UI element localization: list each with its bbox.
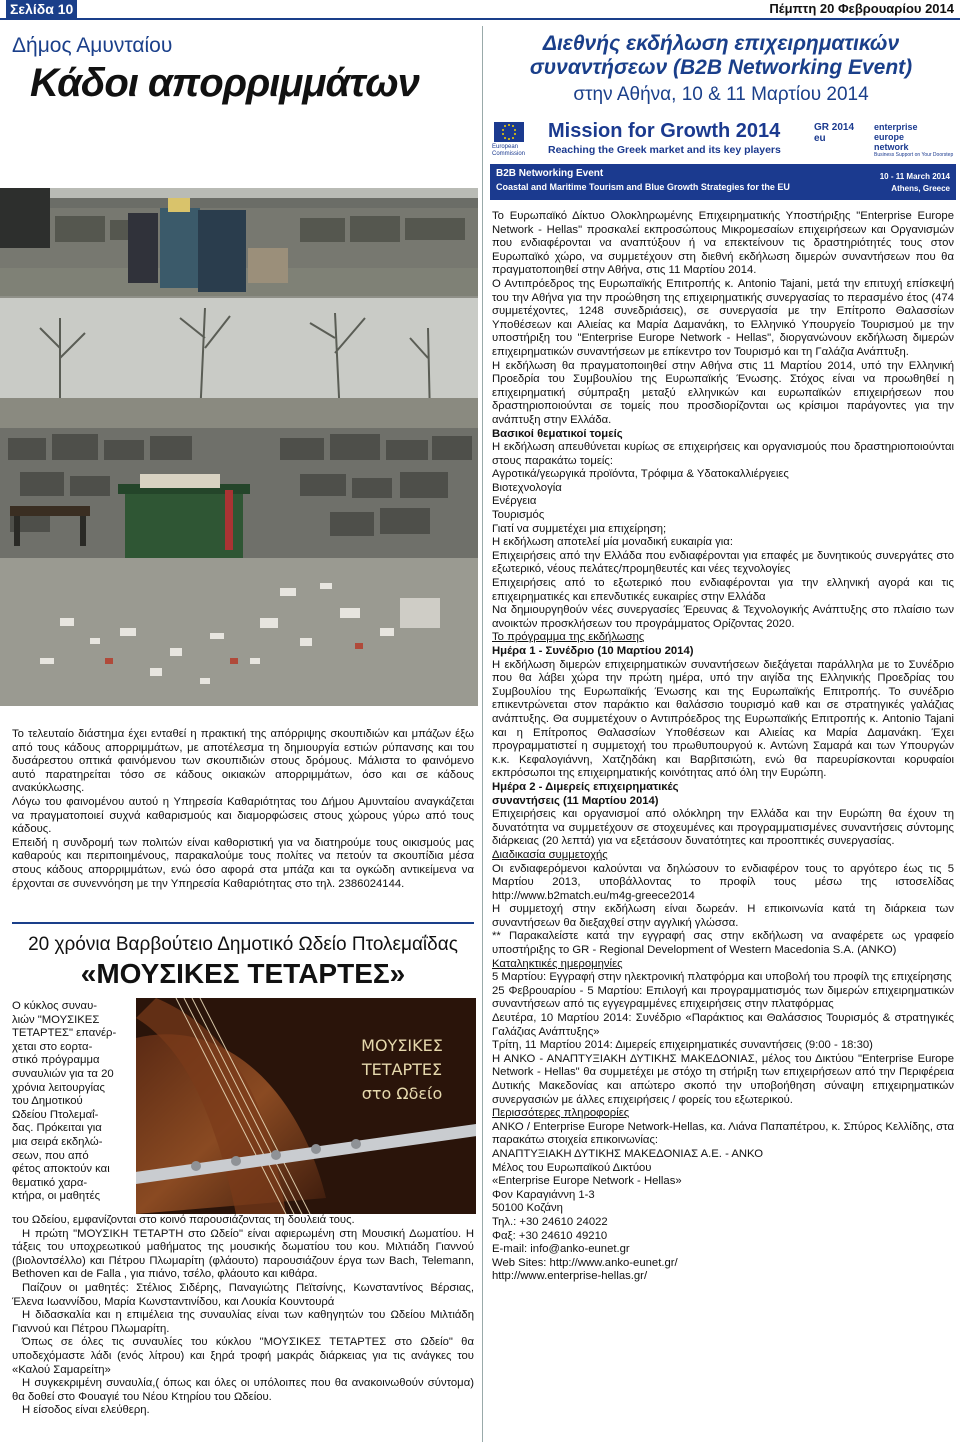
day2-heading-2: συναντήσεις (11 Μαρτίου 2014) (492, 794, 659, 807)
page-number: Σελίδα 10 (6, 0, 77, 18)
music-intro-line: στικό πρόγραμμα (12, 1054, 100, 1067)
left-paragraph-3: Επειδή η συνδρομή των πολιτών είναι καθοριστική για να διατηρούμε τους οικισμούς μας καθαρούς και περιποιημένους, παρακαλούμε τους πολίτες να πετούν τα σκουπίδια μέσα στους κάδους απορριμμάτων, ενώ όσο αφορά στα μπάζα και τα ογκώδη αντικείμενα να έρχονται σε συνεννόηση με την Υπηρεσία Καθαριότητας στο τηλ. 2386024144. (12, 836, 474, 890)
contact-email[interactable]: E-mail: info@anko-eunet.gr (492, 1243, 630, 1256)
music-intro-line: συναυλιών για τα 20 (12, 1067, 114, 1080)
banner-dates: 10 - 11 March 2014 (879, 172, 950, 181)
music-article-body (12, 1214, 474, 1418)
left-kicker: Δήμος Αμυνταίου (12, 34, 173, 57)
contact-line: Φον Καραγιάννη 1-3 (492, 1188, 595, 1201)
b2b-subhead: στην Αθήνα, 10 & 11 Μαρτίου 2014 (573, 84, 869, 105)
music-intro-line: θεματικό χαρα- (12, 1176, 88, 1189)
program-heading: Το πρόγραμμα της εκδήλωσης (492, 631, 645, 644)
benefit-item: Επιχειρήσεις από την Ελλάδα που ενδιαφέρονται για επαφές με δυνητικούς συνεργάτες στο εξωτερικό, νέους πελάτες/προμηθευτές και νέες τεχνολογίες (492, 549, 954, 576)
sectors-heading: Βασικοί θεματικοί τομείς (492, 427, 623, 440)
deadlines-heading: Καταληκτικές ημερομηνίες (492, 957, 623, 970)
contact-line: Φαξ: +30 24610 49210 (492, 1229, 608, 1242)
day2-text: Επιχειρήσεις και οργανισμοί από ολόκληρη την Ελλάδα και την Ευρώπη θα έχουν τη δυνατότητα να συμμετέχουν σε στοχευμένες και προγραμματισμένες συναντήσεις σύντομης διάρκειας (20 λεπτά) για να εξετάσουν δυνατότητες και προοπτικές συνεργασίας. (492, 808, 954, 848)
deadline-item: 25 Φεβρουαρίου - 5 Μαρτίου: Επιλογή και προγραμματισμός των διμερών επιχειρηματικών συναντήσεων από τις εγγεγραμμένες επιχειρήσεις στην πλατφόρμας (492, 984, 954, 1011)
sector-item: Τουρισμός (492, 509, 545, 522)
contact-website[interactable]: http://www.enterprise-hellas.gr/ (492, 1270, 648, 1283)
benefit-item: Επιχειρήσεις από το εξωτερικό που ενδιαφέρονται για την ελληνική αγορά και τις επιχειρηματικές και επενδυτικές ευκαιρίες στην Ελλάδα (492, 577, 954, 603)
poster-line-3: στο Ωδείο (361, 1084, 443, 1103)
poster-text (332, 1034, 472, 1106)
page-header (0, 0, 960, 18)
benefit-item: Να δημιουργηθούν νέες συνεργασίες Έρευνας & Τεχνολογικής Ανάπτυξης στο πλαίσιο των ανοικτών προσκλήσεων του προγράμματος Ορίζοντας 2020. (492, 604, 954, 630)
music-intro-line: μια σειρά εκδηλώ- (12, 1135, 103, 1148)
music-paragraph-5: Όπως σε όλες τις συναυλίες του κύκλου "ΜΟΥΣΙΚΕΣ ΤΕΤΑΡΤΕΣ στο Ωδείο" θα υποδεχόμαστε λάδι (ενός λίτρου) και ξηρά τροφή μακράς διάρκειας για τις ανάγκες του «Καλού Σαμαρείτη» (12, 1336, 474, 1376)
garbage-bins-photo (0, 188, 478, 706)
music-intro-line: φέτος αποκτούν και (12, 1163, 110, 1176)
cello-flute-poster (136, 998, 476, 1214)
mission-for-growth-banner (490, 118, 956, 200)
b2b-place: Η εκδήλωση θα πραγματοποιηθεί στην Αθήνα στις 11 Μαρτίου 2014, υπό την Ελληνική Προεδρία του Συμβουλίου της Ευρωπαϊκής Ένωσης. Στόχος είναι να προωθηθεί η επιχειρηματική σύμπραξη μεταξύ ελληνικών και ευρωπαϊκών επιχειρήσεων που δραστηριοποιούνται σε τομείς που προσδιορίζονται ως κρίσιμοι παράγοντες για την ανάπτυξη στην Ελλάδα. (492, 359, 954, 426)
b2b-article-body (492, 210, 954, 1284)
day1-text: Η εκδήλωση διμερών επιχειρηματικών συναντήσεων διεξάγεται παράλληλα με το Συνέδριο που θα λάβει χώρα την πρώτη ημέρα, υπό την αιγίδα της Ελληνικής Προεδρίας του Συμβουλίου της Ευρωπαϊκής Ένωσης και της Ευρωπαϊκής Επιτροπής. Το συνέδριο επικεντρώνεται στον παράκτιο και θαλάσσιο τουρισμό καθ και σε στρατηγικές γαλάζιας ανάπτυξης. Θα συμμετέχουν ο Αντιπρόεδρος της Ευρωπαϊκής Επιτροπής κ. Antonio Tajani και η Επίτροπος Θαλασσίων Υποθέσεων και Αλιείας κα Μαρία Δαμανάκη. Έχει προγραμματιστεί η συμμετοχή του πρωθυπουργού κ. Αντώνη Σαμαρά και των Υπουργών κ.κ. Κεφαλογιάννη, Χατζηδάκη και Βαρβιτσιώτη, ενώ θα παρευρίσκονται κορυφαίοι εκπρόσωποι της επιχειρηματικής κοινότητας από όλη την Ευρώπη. (492, 658, 954, 780)
contact-line: «Enterprise Europe Network - Hellas» (492, 1175, 682, 1188)
b2b-headline-1: Διεθνής εκδήλωση επιχειρηματικών (542, 32, 900, 55)
left-article-body (12, 728, 474, 891)
b2b-headline-2: συναντήσεων (B2B Networking Event) (529, 56, 913, 79)
music-kicker: 20 χρόνια Βαρβούτειο Δημοτικό Ωδείο Πτολεμαΐδας (28, 934, 458, 955)
een-logo-line-3: network (874, 142, 909, 152)
anko-text: Η ΑΝΚΟ - ΑΝΑΠΤΥΞΙΑΚΗ ΔΥΤΙΚΗΣ ΜΑΚΕΔΟΝΙΑΣ, μέλος του Δικτύου "Enterprise Europe Network - Hellas" θα συμμετέχει με στόχο τη στήριξη των επιχειρήσεων από την Περιφέρεια Δυτικής Μακεδονίας και απώτερο σκοπό την υποβοήθηση σύναψη επιχειρηματικών συνεργασιών με άλλες επιχειρήσεις / φορείς του εξωτερικού. (492, 1052, 954, 1106)
deadline-item: Δευτέρα, 10 Μαρτίου 2014: Συνέδριο «Παράκτιος και Θαλάσσιος Τουρισμός & στρατηγικές Γαλάζιας Ανάπτυξης» (492, 1012, 954, 1038)
music-intro-line: δας. Πρόκειται για (12, 1122, 102, 1135)
gr2014-logo: GR 2014 eu (814, 122, 855, 144)
procedure-text-2: Η συμμετοχή στην εκδήλωση είναι δωρεάν. Η επικοινωνία κατά τη διάρκεια των συναντήσεων θα διεξαχθεί στην αγγλική γλώσσα. (492, 903, 954, 929)
music-paragraph-1: του Ωδείου, εμφανίζονται στο κοινό παρουσιάζοντας τη δουλειά τους. (12, 1214, 355, 1226)
music-intro-line: ΤΕΤΑΡΤΕΣ" επανέρ- (12, 1027, 117, 1040)
day1-heading: Ημέρα 1 - Συνέδριο (10 Μαρτίου 2014) (492, 645, 694, 657)
music-intro-line: χρόνια λειτουργίας (12, 1081, 105, 1094)
deadline-item: Τρίτη, 11 Μαρτίου 2014: Διμερείς επιχειρηματικές συναντήσεις (9:00 - 18:30) (492, 1039, 873, 1052)
procedure-heading: Διαδικασία συμμετοχής (492, 848, 608, 861)
sector-item: Αγροτικά/γεωργικά προϊόντα, Τρόφιμα & Υδατοκαλλιέργειες (492, 468, 789, 481)
music-rule (12, 922, 474, 924)
contact-line: 50100 Κοζάνη (492, 1202, 563, 1215)
poster-line-1: ΜΟΥΣΙΚΕΣ (361, 1036, 443, 1055)
music-intro-line: του Δημοτικού (12, 1095, 83, 1108)
eu-flag-icon (494, 122, 524, 142)
music-paragraph-4: Η διδασκαλία και η επιμέλεια της συναυλίας είναι των καθηγητών του Ωδείου Μιλτιάδη Γιαννού και Πέτρου Πλωμαρίτη. (12, 1309, 474, 1335)
poster-line-2: ΤΕΤΑΡΤΕΣ (361, 1060, 443, 1079)
unique-opportunity: Η εκδήλωση αποτελεί μία μοναδική ευκαιρία για: (492, 536, 733, 549)
left-paragraph-1: Το τελευταίο διάστημα έχει ενταθεί η πρακτική της απόρριψης σκουπιδιών και μπάζων έξω από τους κάδους απορριμμάτων, με αποτέλεσμα τη δημιουργία εστιών ρύπανσης και του δυσάρεστου οπτικά φαινόμενου των σκουπιδιών στους δρόμους. Μάλιστα το φαινόμενο αυτό παρατηρείται τόσο σε κάδους οικιακών απορριμμάτων, όσο και σε κάδους ανακύκλωσης. (12, 728, 474, 795)
banner-main-title: Mission for Growth 2014 (548, 120, 781, 142)
music-intro-line: λιών "ΜΟΥΣΙΚΕΣ (12, 1013, 100, 1026)
contact-line: Μέλος του Ευρωπαϊκού Δικτύου (492, 1161, 652, 1174)
music-intro-line: κτήρα, οι μαθητές (12, 1190, 101, 1203)
sectors-intro: Η εκδήλωση απευθύνεται κυρίως σε επιχειρήσεις και οργανισμούς που δραστηριοποιούνται στους παρακάτω τομείς: (492, 441, 954, 467)
left-paragraph-2: Λόγω του φαινομένου αυτού η Υπηρεσία Καθαριότητας του Δήμου Αμυνταίου αναγκάζεται να πραγματοποιεί συχνά καθαρισμούς και διαμορφώσεις στους χώρους γύρω από τους κάδους. (12, 795, 474, 836)
procedure-text-3: ** Παρακαλείστε κατά την εγγραφή σας στην εκδήλωση να αναφέρετε ως γραφείο υποστήριξης το GR - Regional Development of Western Macedonia S.A. (ΑΝΚΟ) (492, 930, 954, 957)
contact-line: ΑΝΑΠΤΥΞΙΑΚΗ ΔΥΤΙΚΗΣ ΜΑΚΕΔΟΝΙΑΣ Α.Ε. - ΑΝΚΟ (492, 1147, 764, 1160)
column-divider (482, 26, 483, 1442)
contact-website[interactable]: Web Sites: http://www.anko-eunet.gr/ (492, 1256, 678, 1269)
een-logo (874, 122, 954, 158)
sector-item: Βιοτεχνολογία (492, 481, 562, 494)
banner-place: Athens, Greece (891, 184, 950, 193)
b2b-tajani: Ο Αντιπρόεδρος της Ευρωπαϊκής Επιτροπής κ. Antonio Tajani, μετά την επιτυχή επίσκεψή του την Αθήνα για την προώθηση της επιχειρηματικής συνεργασίας το περασμένο έτος (474 συμμετέχοντες, 1248 συνεδριάσεις), σε συνεργασία με την Επίτροπο Θαλασσίων Υποθέσεων και Αλιείας κα Μαρία Δαμανάκη, το Ελληνικό Υπουργείο Τουρισμού με την υποστήριξη του "Enterprise Europe Network - Hellas", διοργανώνουν εκδήλωση διμερών επιχειρηματικών συναντήσεων με επίκεντρο τον Τουρισμό και τη Γαλάζια Ανάπτυξη. (492, 277, 954, 358)
music-intro-line: Ο κύκλος συναυ- (12, 1000, 98, 1012)
music-paragraph-2: Η πρώτη "ΜΟΥΣΙΚΗ ΤΕΤΑΡΤΗ στο Ωδείο" είναι αφιερωμένη στη Μουσική Δωματίου. Η τάξεις του υποχρεωτικού μαθήματος της μουσικής δωματίου του κου. Μιλτιάδη Γιαννού (βιολοντσέλλο) και Πέτρου Πλωμαρίτη (φλάουτο) παρουσιάζουν έργα των Bach, Telemann, Bethoven και de Falla , για πιάνο, τσέλο, φλάουτο και κιθάρα. (12, 1227, 474, 1281)
banner-subtitle: Reaching the Greek market and its key players (548, 144, 781, 156)
left-title: Κάδοι απορριμμάτων (30, 61, 419, 105)
music-paragraph-7: Η είσοδος είναι ελεύθερη. (22, 1404, 150, 1417)
sector-item: Ενέργεια (492, 495, 537, 508)
music-intro-column (12, 1000, 130, 1204)
day2-heading-1: Ημέρα 2 - Διμερείς επιχειρηματικές (492, 780, 679, 793)
een-tagline: Business Support on Your Doorstep (874, 152, 954, 158)
header-rule (0, 18, 960, 20)
music-intro-line: σεων, που από (12, 1149, 89, 1162)
info-text: ΑΝΚΟ / Enterprise Europe Network-Hellas, κα. Λιάνα Παπαπέτρου, κ. Σπύρος Κελλίδης, στα παρακάτω στοιχεία επικοινωνίας: (492, 1120, 954, 1147)
music-intro-line: χεται στο εορτα- (12, 1040, 93, 1053)
banner-event-sub: Coastal and Maritime Tourism and Blue Growth Strategies for the EU (496, 182, 790, 192)
banner-event: B2B Networking Event (496, 168, 604, 179)
music-title: «ΜΟΥΣΙΚΕΣ ΤΕΤΑΡΤΕΣ» (80, 958, 406, 989)
procedure-text-1: Οι ενδιαφερόμενοι καλούνται να δηλώσουν το ενδιαφέρον τους το αργότερο έως τις 5 Μαρτίου 2013, υποβάλλοντας το προφίλ τους μέσω της ιστοσελίδας http://www.b2match.eu/m4g-greece2014 (492, 862, 954, 902)
contact-line: Τηλ.: +30 24610 24022 (492, 1215, 608, 1228)
een-logo-line-2: europe (874, 132, 905, 142)
een-logo-line-1: enterprise (874, 122, 918, 132)
info-heading: Περισσότερες πληροφορίες (492, 1107, 630, 1120)
deadline-item: 5 Μαρτίου: Εγγραφή στην ηλεκτρονική πλατφόρμα και υποβολή του προφίλ της επιχείρησης (492, 971, 952, 984)
music-paragraph-6: Η συγκεκριμένη συναυλία,( όπως και όλες οι υπόλοιπες που θα ανακοινωθούν σύντομα) θα δοθεί στο Φουαγιέ του Νέου Κτηρίου του Ωδείου. (12, 1377, 474, 1403)
ec-label: European Commission (492, 144, 526, 157)
why-question: Γιατί να συμμετέχει μια επιχείρηση; (492, 522, 667, 535)
music-paragraph-3: Παίζουν οι μαθητές: Στέλιος Σιδέρης, Παναγιώτης Πεϊτσίνης, Κωνσταντίνος Βέρσιας, Έλενα Ιωαννίδου, Μαρία Κωνσταντινίδου, και Λουκία Κουντουρά (12, 1281, 474, 1308)
music-intro-line: Ωδείου Πτολεμαΐ- (12, 1108, 99, 1121)
b2b-intro: Το Ευρωπαϊκό Δίκτυο Ολοκληρωμένης Επιχειρηματικής Υποστήριξης "Enterprise Europe Network - Hellas" προσκαλεί εκπροσώπους Μικρομεσαίων επιχειρήσεων και Οργανισμών που ενδιαφέρονται να αναπτύξουν ή να επεκτείνουν τις δραστηριότητές τους στον Ευρωπαϊκό χώρο, να συμμετέχουν στη διεθνή εκδήλωση διμερών συναντήσεων που θα πραγματοποιηθεί στην Αθήνα, στις 11 Μαρτίου 2014. (492, 210, 954, 277)
issue-date: Πέμπτη 20 Φεβρουαρίου 2014 (769, 1, 954, 16)
